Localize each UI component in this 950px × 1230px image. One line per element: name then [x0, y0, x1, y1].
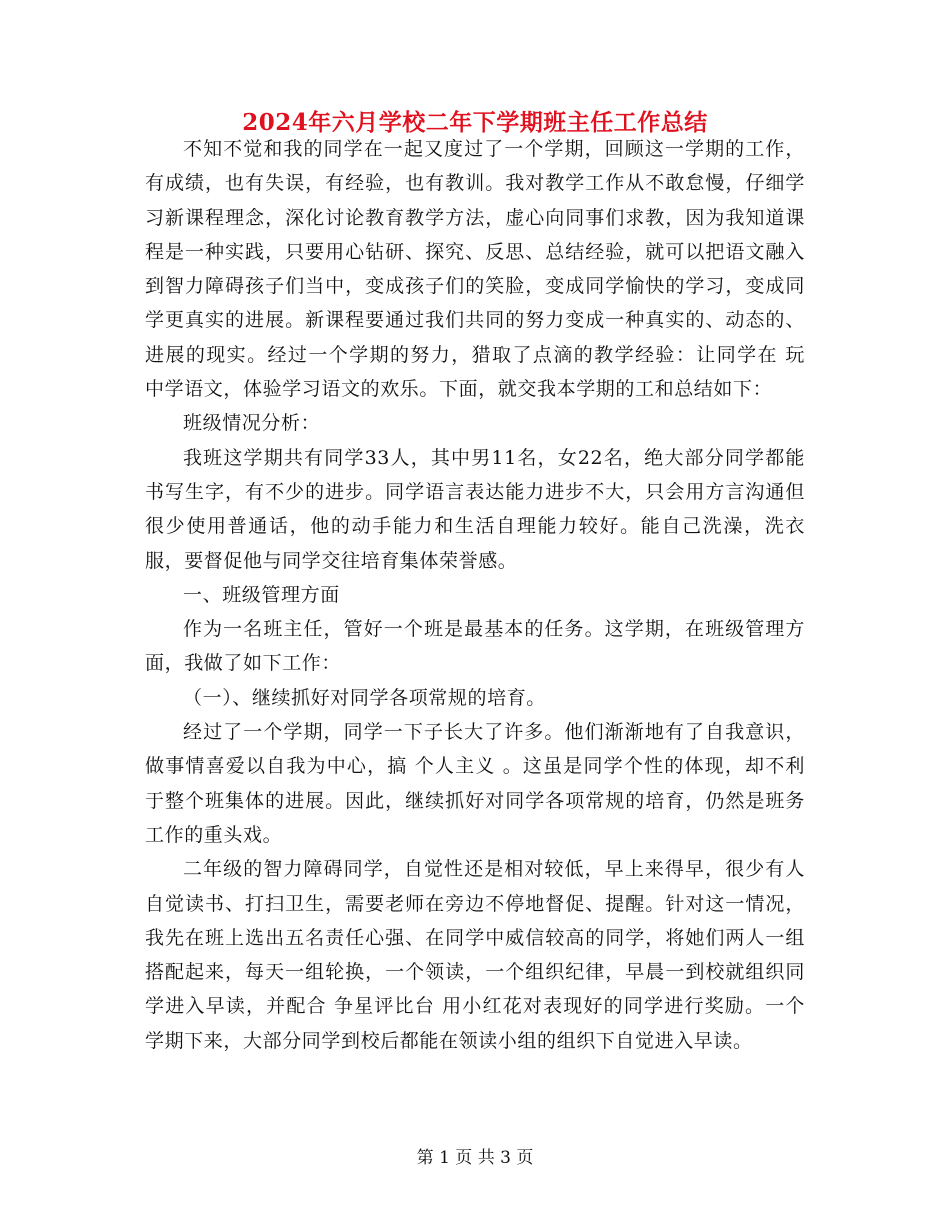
- document-body: [145, 132, 805, 1058]
- page-footer: 第 1 页 共 3 页: [416, 1148, 534, 1168]
- section-heading-class-management: 一、班级管理方面: [183, 583, 340, 606]
- paragraph-class-analysis: 我班这学期共有同学33人，其中男11名，女22名，绝大部分同学都能书写生字，有不少的进步。同学语言表达能力进步不大，只会用方言沟通但很少使用普通话，他的动手能力和生活自理能力较好。能自己洗澡，洗衣服，要督促他与同学交往培育集体荣誉感。: [145, 446, 805, 572]
- paragraph-intro: 不知不觉和我的同学在一起又度过了一个学期，回顾这一学期的工作，有成绩，也有失误，有经验，也有教训。我对教学工作从不敢怠慢，仔细学习新课程理念，深化讨论教育教学方法，虚心向同事们求教，因为我知道课程是一种实践，只要用心钻研、探究、反思、总结经验，就可以把语文融入到智力障碍孩子们当中，变成孩子们的笑脸，变成同学愉快的学习，变成同学更真实的进展。新课程要通过我们共同的努力变成一种真实的、动态的、进展的现实。经过一个学期的努力，猎取了点滴的教学经验：让同学在 玩 中学语文，体验学习语文的欢乐。下面，就交我本学期的工和总结如下：: [145, 138, 805, 401]
- subsection-heading-routines: （一）、继续抓好对同学各项常规的培育。: [183, 686, 546, 709]
- document-title: 2024年六月学校二年下学期班主任工作总结: [242, 109, 708, 136]
- paragraph-morning-reading: 二年级的智力障碍同学，自觉性还是相对较低，早上来得早，很少有人自觉读书、打扫卫生，需要老师在旁边不停地督促、提醒。针对这一情况，我先在班上选出五名责任心强、在同学中威信较高的同学，将她们两人一组搭配起来，每天一组轮换，一个领读，一个组织纪律，早晨一到校就组织同学进入早读，并配合 争星评比台 用小红花对表现好的同学进行奖励。一个学期下来，大部分同学到校后都能在领读小组的组织下自觉进入早读。: [145, 858, 805, 1052]
- paragraph-management-intro: 作为一名班主任，管好一个班是最基本的任务。这学期，在班级管理方面，我做了如下工作：: [145, 618, 805, 675]
- paragraph-routines: 经过了一个学期，同学一下子长大了许多。他们渐渐地有了自我意识，做事情喜爱以自我为中心，搞 个人主义 。这虽是同学个性的体现，却不利于整个班集体的进展。因此，继续抓好对同学各项常规的培育，仍然是班务工作的重头戏。: [145, 721, 805, 846]
- paragraph-class-analysis-heading: 班级情况分析：: [183, 412, 321, 435]
